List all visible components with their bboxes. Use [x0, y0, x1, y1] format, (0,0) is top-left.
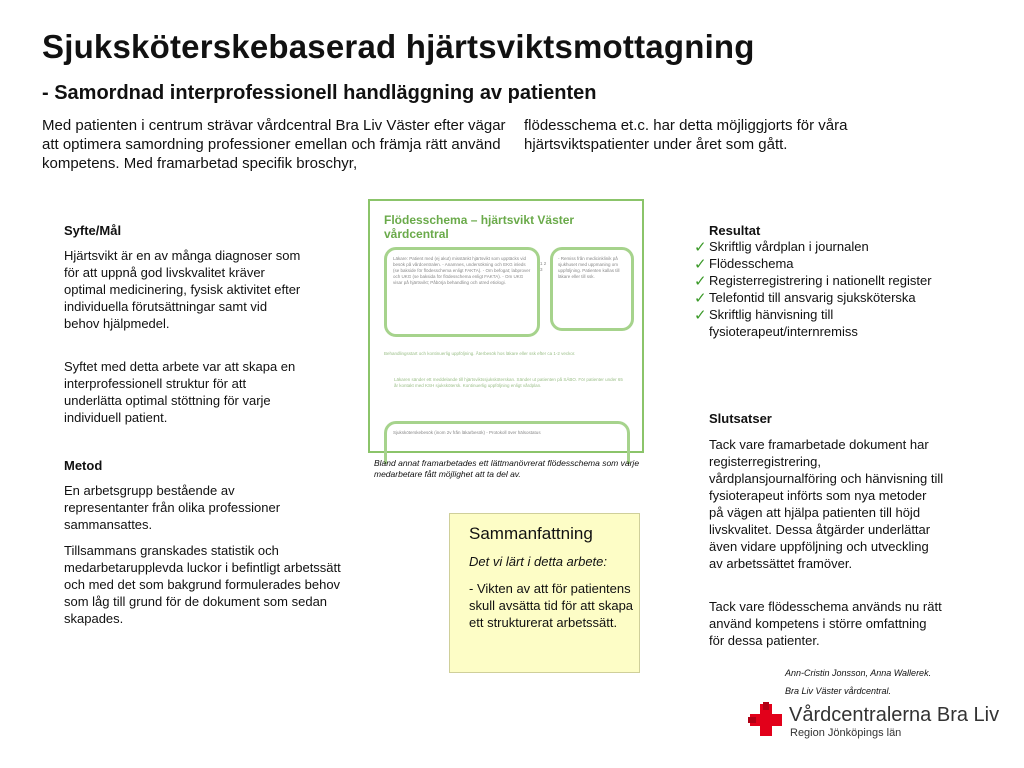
results-heading: Resultat	[709, 223, 761, 238]
flowchart-box-referral: - Remiss från medicinklinik på sjukhuset med uppmaning om uppföljning. Patienten kallas till läkare eller till ssk.	[550, 247, 634, 331]
flowchart-note-1: Behandlingsstart och kontinuerlig uppföljning. Återbesök hos läkare eller ssk efter ca 1-2 veckor.	[384, 351, 576, 356]
conclusions-heading: Slutsatser	[709, 411, 772, 426]
flowchart-caption: Bland annat framarbetades ett lättmanövrerat flödesschema som varje medarbetare fått möjlighet att ta del av.	[374, 458, 640, 479]
summary-box	[449, 513, 640, 673]
flowchart-title: Flödesschema – hjärtsvikt Väster vårdcentral	[384, 213, 575, 241]
flowchart-steps: 1 2 3	[540, 261, 547, 272]
logo-name: Vårdcentralerna Bra Liv	[789, 704, 1000, 726]
results-list	[694, 238, 934, 340]
method-paragraph-2: Tillsammans granskades statistik och medarbetarupplevda luckor i befintligt arbetssätt och med det som bakgrund formulerades behov som låg till grund för de dokument som sedan skapades.	[64, 543, 341, 626]
intro-column-2: flödesschema et.c. har detta möjliggjorts för våra hjärtsviktspatienter under året som gått.	[524, 117, 848, 153]
bra-liv-cross-icon	[748, 702, 784, 738]
checkmark-icon: ✓	[694, 307, 707, 324]
flowchart-image	[368, 199, 644, 453]
conclusions-paragraph-2: Tack vare flödesschema används nu rätt använd kompetens i större omfattning för dessa patienter.	[709, 599, 942, 648]
method-paragraph-1: En arbetsgrupp bestående av representanter från olika professioner sammansattes.	[64, 483, 281, 532]
checkmark-icon: ✓	[694, 256, 707, 273]
purpose-heading: Syfte/Mål	[64, 223, 122, 238]
conclusions-paragraph-1: Tack vare framarbetade dokument har registerregistrering, vårdplansjournalföring och hänvisning till fysioterapeut införts som nya metoder på vägen att hjälpa patienten till höjd livskvalitet. Dessa åtgärder underlättar även vidare uppföljning och utveckling av arbetssättet framöver.	[709, 437, 944, 571]
intro-column-1: Med patienten i centrum strävar vårdcentral Bra Liv Väster efter vägar att optimera samordning professioner emellan och främja rätt använd kompetens. Med framarbetad specifik broschyr,	[42, 117, 506, 172]
results-item: ✓ Flödesschema	[694, 256, 794, 273]
summary-title: Sammanfattning	[469, 524, 593, 543]
summary-text: - Vikten av att för patientens skull avsätta tid för att skapa ett strukturerat arbetssätt.	[469, 581, 634, 630]
credits-authors: Ann-Cristin Jonsson, Anna Wallerek.	[785, 668, 932, 678]
credits-organization: Bra Liv Väster vårdcentral.	[785, 686, 892, 696]
summary-subtitle: Det vi lärt i detta arbete:	[469, 554, 608, 569]
results-item: ✓ Registerregistrering i nationellt register	[694, 273, 932, 290]
checkmark-icon: ✓	[694, 290, 707, 307]
purpose-paragraph-1: Hjärtsvikt är en av många diagnoser som för att uppnå god livskvalitet kräver optimal medicinering, fysisk aktivitet efter individuella förutsättningar samt vid behov hjälpmedel.	[64, 248, 301, 331]
flowchart-box-doctor: Läkare: Patient med (ej akut) misstänkt hjärtsvikt som upptäcks vid besök på vårdcentralen. - Anamnes, undersökning och EKG inleds (se bakside för flödesschema enligt FAKTA). - Om befogat; labprover och UKG (se baksida för flödesschema enligt FAKTA). - Om UKG visar på hjärtsvikt; Påbörja behandling och utred etiologi.	[384, 247, 540, 337]
flowchart-box-nurse: Sjuksköterskebesök (inom 2v från läkarbesök) - Protokoll över hälsostatus	[384, 421, 630, 464]
results-item: ✓ Skriftlig hänvisning till fysioterapeut/internremiss	[694, 307, 858, 339]
page-subtitle: - Samordnad interprofessionell handläggning av patienten	[42, 82, 597, 104]
checkmark-icon: ✓	[694, 273, 707, 290]
page-title: Sjuksköterskebaserad hjärtsviktsmottagning	[42, 28, 755, 65]
results-item: ✓ Telefontid till ansvarig sjuksköterska	[694, 290, 916, 307]
checkmark-icon: ✓	[694, 239, 707, 256]
results-item: ✓ Skriftlig vårdplan i journalen	[694, 239, 869, 256]
purpose-paragraph-2: Syftet med detta arbete var att skapa en interprofessionell struktur för att underlätta optimal stöttning för varje individuell patient.	[64, 359, 296, 425]
logo-region: Region Jönköpings län	[790, 727, 902, 739]
method-heading: Metod	[64, 458, 103, 473]
flowchart-note-2: Läkaren sänder ett meddelande till hjärtsviktssjuksköterskan. Sänder ut patienten på SÄBO. För patienter under 65 år kontakt med KSH sjukskötersk. Kontinuerlig uppföljning enligt vårdplan.	[394, 377, 623, 388]
